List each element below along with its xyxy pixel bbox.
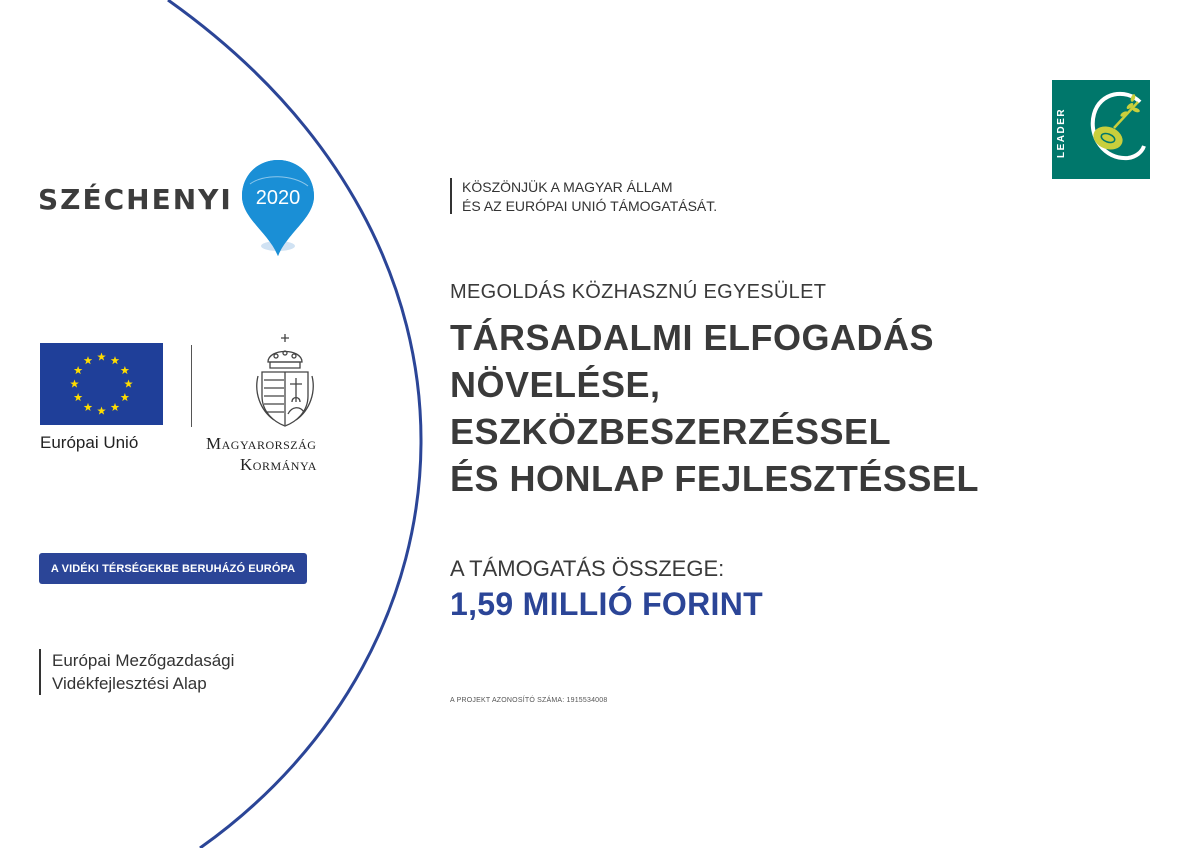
eu-star-icon xyxy=(124,380,133,388)
fund-name-line1: Európai Mezőgazdasági xyxy=(52,651,235,670)
thanks-line1: KÖSZÖNJÜK A MAGYAR ÁLLAM xyxy=(462,179,673,195)
eu-flag-icon xyxy=(40,343,163,425)
project-id: A PROJEKT AZONOSÍTÓ SZÁMA: 1915534008 xyxy=(450,697,608,704)
szechenyi-year: 2020 xyxy=(255,187,301,209)
project-title xyxy=(450,314,979,502)
project-title-line: ESZKÖZBESZERZÉSSEL xyxy=(450,411,892,452)
support-amount: 1,59 MILLIÓ FORINT xyxy=(450,586,763,622)
leader-logo-icon xyxy=(1052,80,1150,179)
eu-star-icon xyxy=(84,356,93,364)
eu-star-icon xyxy=(74,393,83,401)
fund-name xyxy=(52,649,234,695)
hungarian-crest-icon xyxy=(254,332,316,428)
project-title-line: NÖVELÉSE, xyxy=(450,364,661,405)
government-name-line1: Magyarország xyxy=(206,434,317,453)
support-label: A TÁMOGATÁS ÖSSZEGE: xyxy=(450,556,725,581)
eu-label: Európai Unió xyxy=(40,433,139,452)
government-name-line2: Kormánya xyxy=(240,455,317,474)
logo-divider xyxy=(191,345,192,427)
szechenyi-pin-icon xyxy=(238,156,318,258)
thanks-divider xyxy=(450,178,452,214)
eu-star-icon xyxy=(111,356,120,364)
eu-star-icon xyxy=(97,407,106,415)
leader-text: LEADER xyxy=(1056,107,1067,158)
organization-name: MEGOLDÁS KÖZHASZNÚ EGYESÜLET xyxy=(450,281,827,303)
eu-star-icon xyxy=(74,366,83,374)
eu-star-icon xyxy=(70,380,79,388)
eu-star-icon xyxy=(121,393,130,401)
fund-name-line2: Vidékfejlesztési Alap xyxy=(52,674,207,693)
eu-star-icon xyxy=(84,403,93,411)
eu-star-icon xyxy=(97,353,106,361)
eu-star-icon xyxy=(111,403,120,411)
fund-divider xyxy=(39,649,41,695)
eu-star-icon xyxy=(121,366,130,374)
thanks-line2: ÉS AZ EURÓPAI UNIÓ TÁMOGATÁSÁT. xyxy=(462,198,718,214)
project-title-line: ÉS HONLAP FEJLESZTÉSSEL xyxy=(450,458,979,499)
project-title-line: TÁRSADALMI ELFOGADÁS xyxy=(450,317,934,358)
rural-europe-badge: A VIDÉKI TÉRSÉGEKBE BERUHÁZÓ EURÓPA xyxy=(39,553,307,584)
szechenyi-wordmark: SZÉCHENYI xyxy=(38,183,233,216)
thanks-text xyxy=(462,178,717,216)
